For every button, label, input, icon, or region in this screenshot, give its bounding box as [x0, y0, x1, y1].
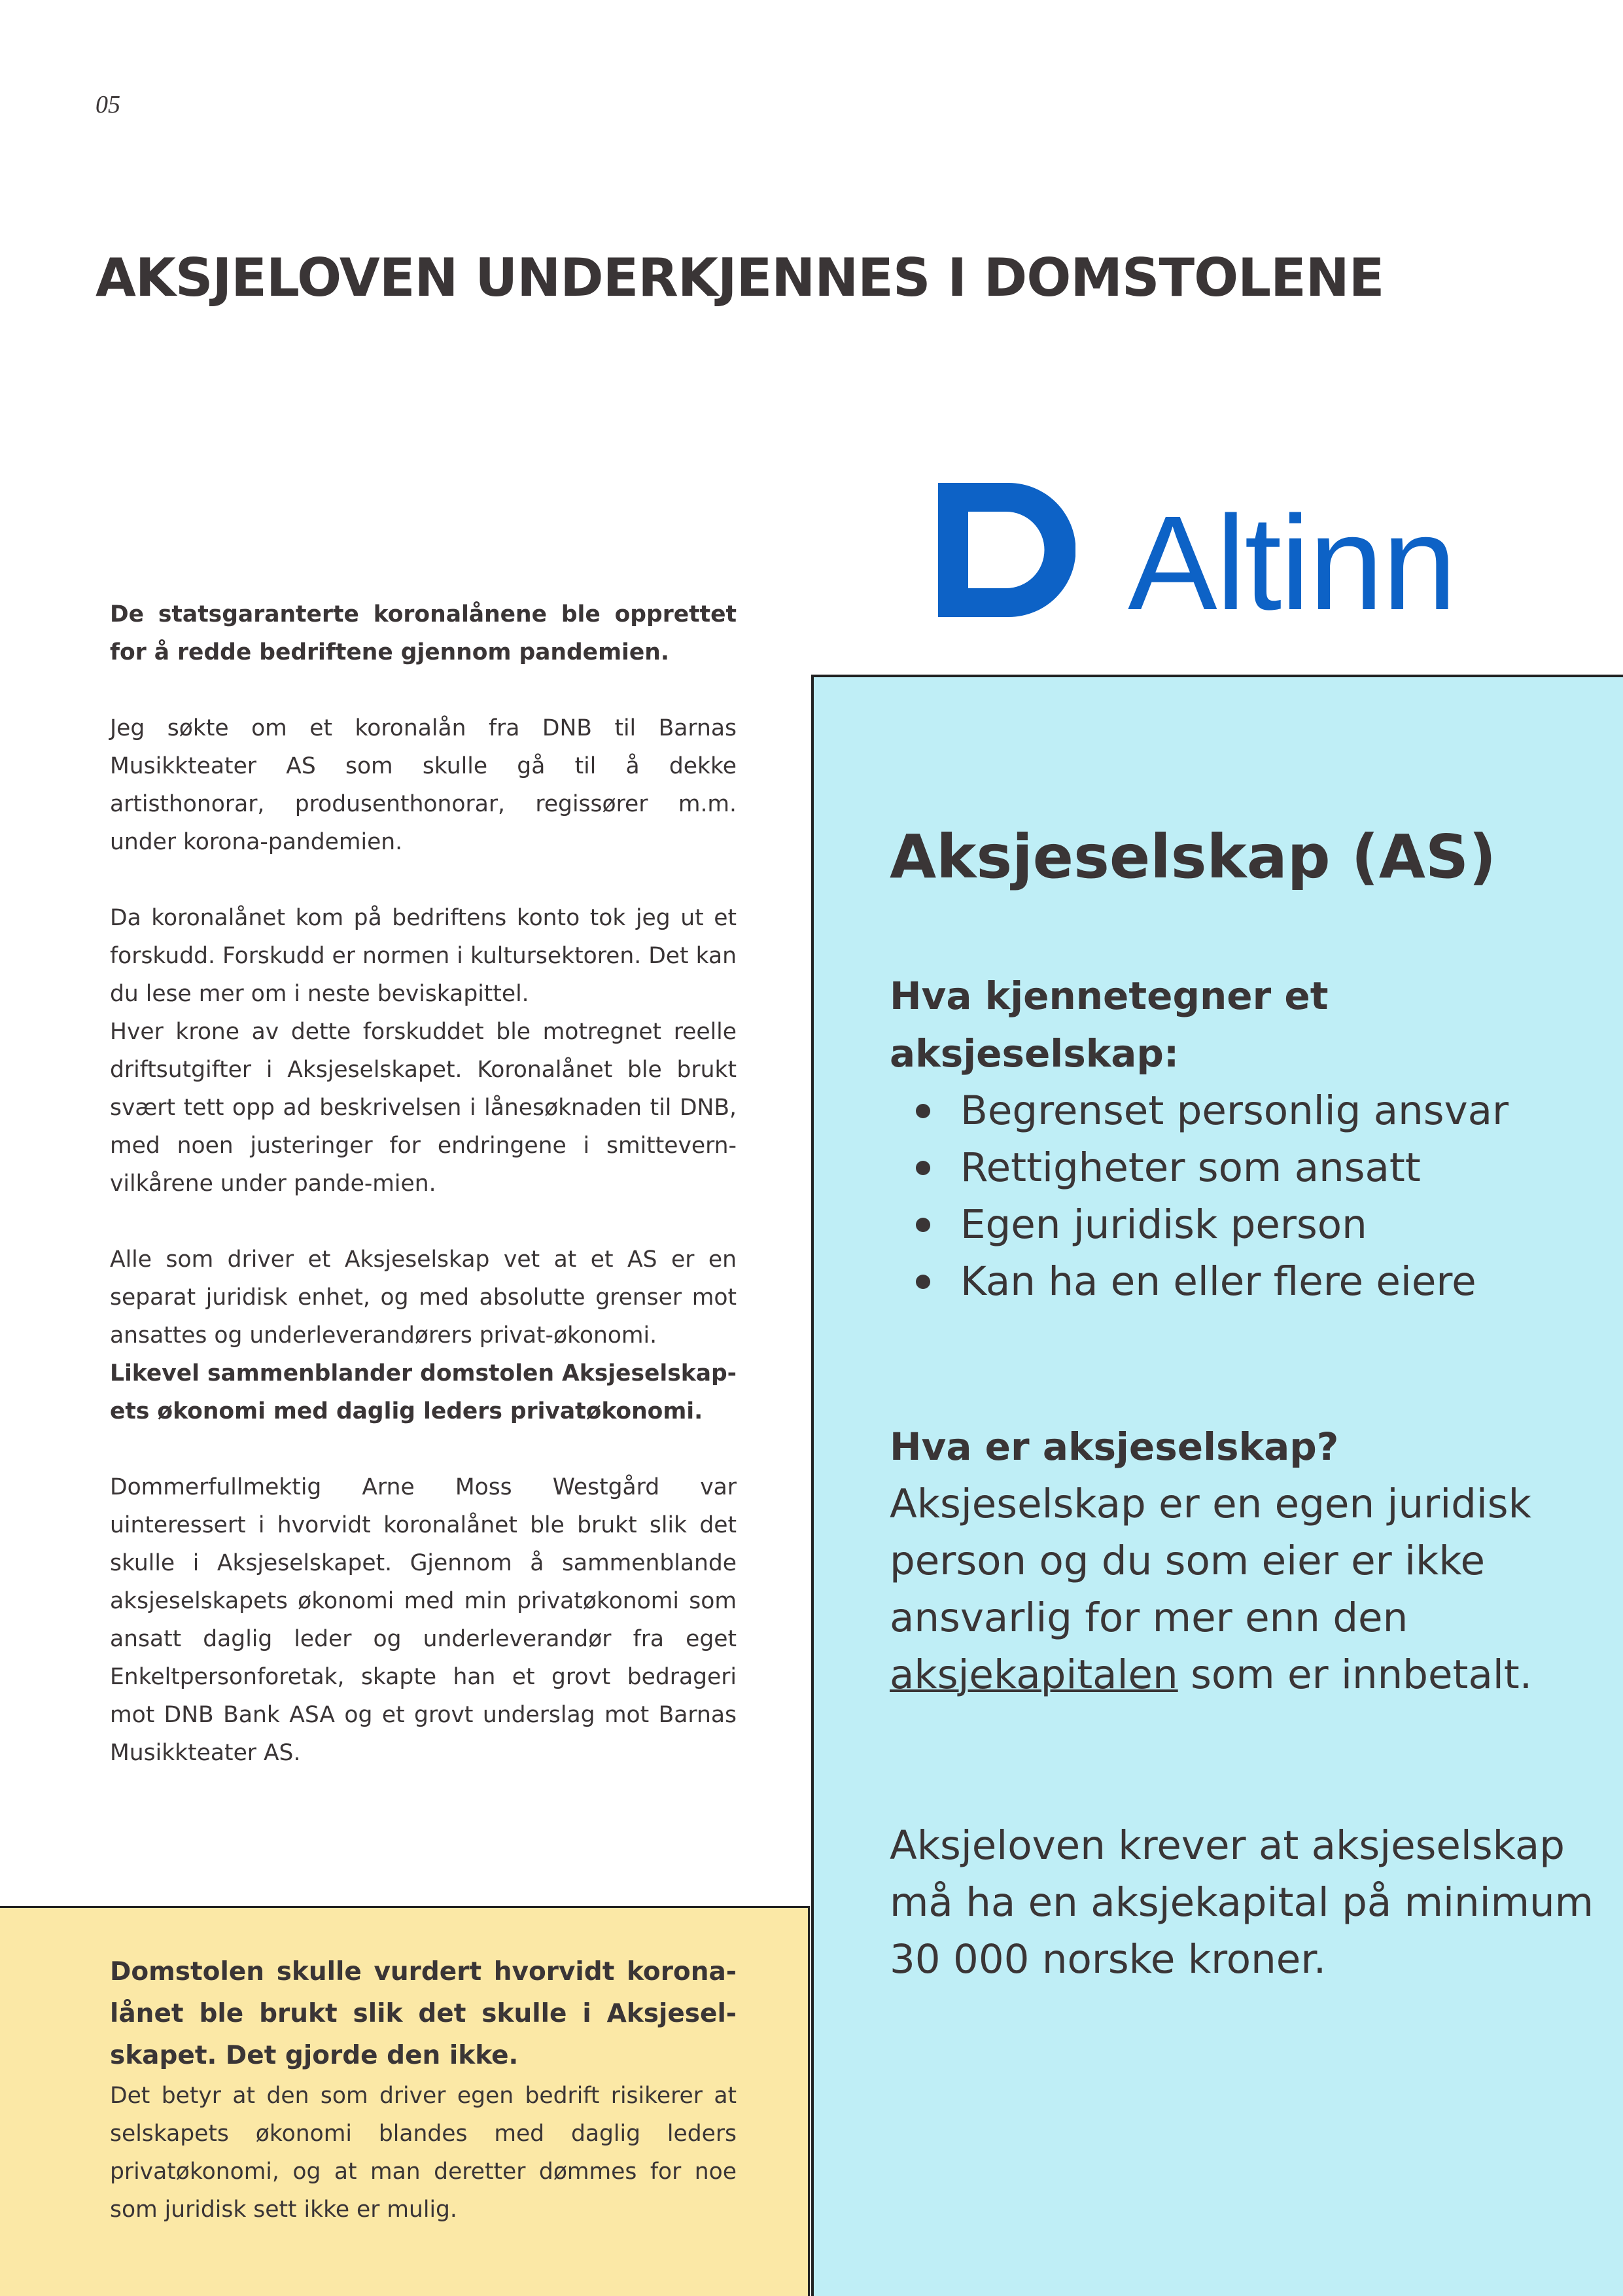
paragraph-5: Dommerfullmektig Arne Moss Westgård var uinteressert i hvorvidt koronalånet ble brukt slik det skulle i Aksjeselskapet. Gjennom å sammenblande aksjeselskapets økonomi med min privatøkonomi som ansatt daglig leder og underleverandør fra eget Enkeltpersonforetak, skapte han et grovt bedrageri mot DNB Bank ASA og et grovt underslag mot Barnas Musikkteater AS. [110, 1474, 737, 1766]
page-title: AKSJELOVEN UNDERKJENNES I DOMSTOLENE [96, 247, 1384, 308]
info-box-title: Aksjeselskap (AS) [890, 822, 1497, 892]
altinn-logo [938, 483, 1488, 638]
article-body [110, 595, 737, 1810]
paragraph-2: Da koronalånet kom på bedriftens konto tok jeg ut et forskudd. Forskudd er normen i kultursektoren. Det kan du lese mer om i neste beviskapittel. [110, 905, 737, 1007]
bullet-icon [916, 1218, 930, 1232]
paragraph-4: Alle som driver et Aksjeselskap vet at et AS er en separat juridisk enhet, og med absolutte grenser mot ansattes og underleverandørers privat-økonomi. [110, 1246, 737, 1349]
paragraph-1: Jeg søkte om et koronalån fra DNB til Barnas Musikkteater AS som skulle gå til å dekke artisthonorar, produsenthonorar, regissører m.m. under korona-pandemien. [110, 715, 737, 855]
list-item: Egen juridisk person [890, 1196, 1609, 1253]
paragraph-4-bold: Likevel sammenblander domstolen Aksjeselskap-ets økonomi med daglig leders privatøkonomi. [110, 1360, 737, 1424]
bullet-icon [916, 1104, 930, 1118]
requirement-text: Aksjeloven krever at aksjeselskap må ha en aksjekapital på minimum [890, 1822, 1594, 1926]
requirement-amount: 30 000 norske kroner. [890, 1936, 1327, 1983]
bullet-icon [916, 1275, 930, 1289]
conclusion-body: Det betyr at den som driver egen bedrift risikerer at selskapets økonomi blandes med daglig leders privatøkonomi, og at man deretter dømmes for noe som juridisk sett ikke er mulig. [110, 2083, 737, 2223]
intro-paragraph: De statsgaranterte koronalånene ble opprettet for å redde bedriftene gjennom pandemien. [110, 601, 737, 665]
list-item: Kan ha en eller flere eiere [890, 1253, 1609, 1310]
characteristics-list [890, 1082, 1609, 1310]
logo-text: Altinn [1128, 488, 1456, 638]
conclusion-text [110, 1951, 737, 2229]
info-heading-definition: Hva er aksjeselskap? [890, 1424, 1339, 1469]
info-heading-characteristics: Hva kjennetegner et aksjeselskap: [890, 974, 1329, 1076]
info-box-content [890, 818, 1609, 1988]
definition-text: Aksjeselskap er en egen juridisk person og du som eier er ikke ansvarlig for mer enn den aksjekapitalen som er innbetalt. [890, 1481, 1533, 1698]
page-number: 05 [96, 91, 120, 118]
conclusion-lead: Domstolen skulle vurdert hvorvidt korona-lånet ble brukt slik det skulle i Aksjesel-skapet. Det gjorde den ikke. [110, 1957, 737, 2070]
list-item: Rettigheter som ansatt [890, 1139, 1609, 1196]
list-item: Begrenset personlig ansvar [890, 1082, 1609, 1139]
paragraph-3: Hver krone av dette forskuddet ble motregnet reelle driftsutgifter i Aksjeselskapet. Koronalånet ble brukt svært tett opp ad beskrivelsen i lånesøknaden til DNB, med noen justeringer for endringene i smittevern-vilkårene under pande-mien. [110, 1019, 737, 1197]
altinn-logo-icon [938, 483, 1075, 617]
aksjekapital-link[interactable]: aksjekapitalen [890, 1651, 1178, 1698]
bullet-icon [916, 1161, 930, 1175]
